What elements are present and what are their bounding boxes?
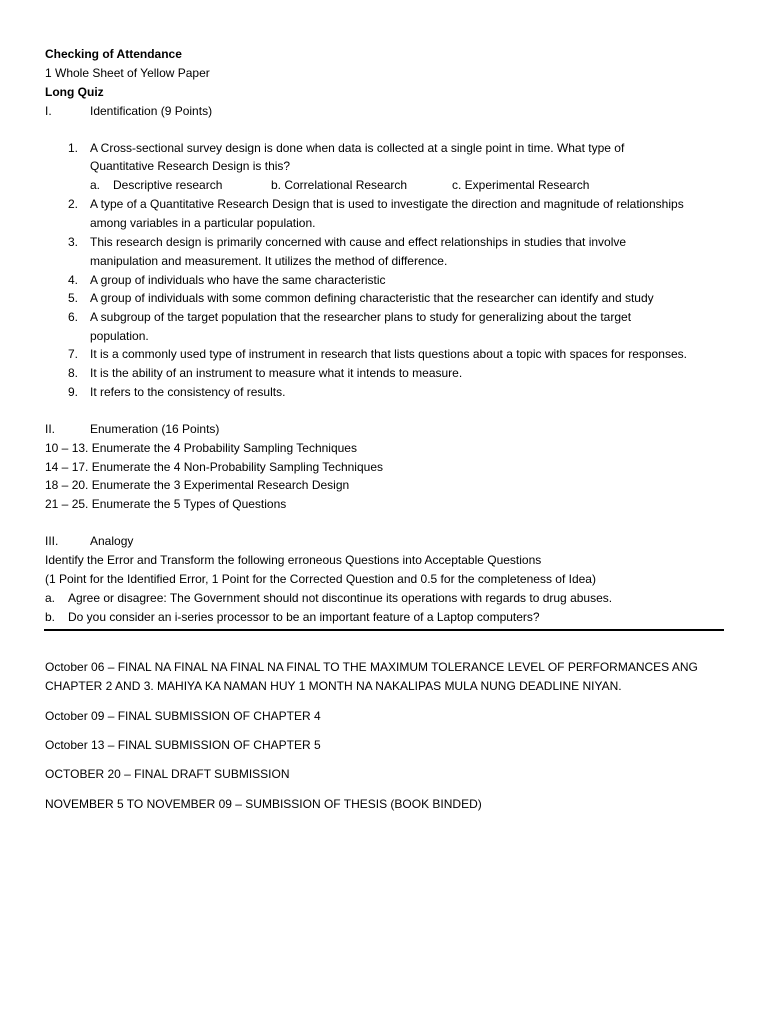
header-attendance: Checking of Attendance bbox=[45, 47, 182, 61]
analogy-item-a-text: Agree or disagree: The Government should not discontinue its operations with regards to drug abuses. bbox=[68, 591, 613, 605]
schedule-item-line: NOVEMBER 5 TO NOVEMBER 09 – SUMBISSION OF THESIS (BOOK BINDED) bbox=[45, 797, 482, 811]
item-8-number: 8. bbox=[68, 366, 79, 380]
item-6-line-1: A subgroup of the target population that the researcher plans to study for generalizing about the target bbox=[90, 310, 632, 324]
item-3-line-2: manipulation and measurement. It utilizes the method of difference. bbox=[90, 254, 448, 268]
item-3-number: 3. bbox=[68, 235, 79, 249]
item-5-line-1: A group of individuals with some common defining characteristic that the researcher can identify and study bbox=[90, 291, 654, 305]
section-3-title: Analogy bbox=[90, 534, 134, 548]
item-6-line-2: population. bbox=[90, 329, 149, 343]
section-2-title: Enumeration (16 Points) bbox=[90, 422, 220, 436]
header-paper: 1 Whole Sheet of Yellow Paper bbox=[45, 66, 210, 80]
item-5-number: 5. bbox=[68, 291, 79, 305]
schedule-item-line: October 13 – FINAL SUBMISSION OF CHAPTER 5 bbox=[45, 738, 321, 752]
item-6-number: 6. bbox=[68, 310, 79, 324]
schedule-item-line: CHAPTER 2 AND 3. MAHIYA KA NAMAN HUY 1 MONTH NA NAKALIPAS MULA NUNG DEADLINE NIYAN. bbox=[45, 679, 622, 693]
choice-a-text: Descriptive research bbox=[113, 178, 223, 192]
section-1-numeral: I. bbox=[45, 104, 52, 118]
choice-b: b. Correlational Research bbox=[271, 178, 408, 192]
item-8-line-1: It is the ability of an instrument to measure what it intends to measure. bbox=[90, 366, 463, 380]
section-3-points: (1 Point for the Identified Error, 1 Point for the Corrected Question and 0.5 for the completeness of Idea) bbox=[45, 572, 596, 586]
enumeration-item: 10 – 13. Enumerate the 4 Probability Sampling Techniques bbox=[45, 441, 357, 455]
analogy-item-a-letter: a. bbox=[45, 591, 56, 605]
schedule-item-line: October 06 – FINAL NA FINAL NA FINAL NA FINAL TO THE MAXIMUM TOLERANCE LEVEL OF PERFORMANCES ANG bbox=[45, 660, 698, 674]
item-7-number: 7. bbox=[68, 347, 79, 361]
item-9-number: 9. bbox=[68, 385, 79, 399]
item-2-number: 2. bbox=[68, 197, 79, 211]
item-1-line-2: Quantitative Research Design is this? bbox=[90, 159, 291, 173]
analogy-item-b-text: Do you consider an i-series processor to be an important feature of a Laptop computers? bbox=[68, 610, 540, 624]
schedule-item-line: October 09 – FINAL SUBMISSION OF CHAPTER 4 bbox=[45, 709, 321, 723]
item-7-line-1: It is a commonly used type of instrument in research that lists questions about a topic with spaces for responses. bbox=[90, 347, 687, 361]
section-3-instruction: Identify the Error and Transform the following erroneous Questions into Acceptable Questions bbox=[45, 553, 542, 567]
header-long-quiz: Long Quiz bbox=[45, 85, 104, 99]
section-divider bbox=[44, 629, 724, 631]
enumeration-item: 21 – 25. Enumerate the 5 Types of Questions bbox=[45, 497, 287, 511]
item-4-line-1: A group of individuals who have the same characteristic bbox=[90, 273, 386, 287]
item-1-line-1: A Cross-sectional survey design is done when data is collected at a single point in time. What type of bbox=[90, 141, 625, 155]
enumeration-item: 14 – 17. Enumerate the 4 Non-Probability Sampling Techniques bbox=[45, 460, 383, 474]
item-2-line-2: among variables in a particular population. bbox=[90, 216, 316, 230]
item-1-number: 1. bbox=[68, 141, 79, 155]
section-1-title: Identification (9 Points) bbox=[90, 104, 213, 118]
choice-a-letter: a. bbox=[90, 178, 101, 192]
choice-c: c. Experimental Research bbox=[452, 178, 590, 192]
enumeration-item: 18 – 20. Enumerate the 3 Experimental Research Design bbox=[45, 478, 350, 492]
analogy-item-b-letter: b. bbox=[45, 610, 56, 624]
section-2-numeral: II. bbox=[45, 422, 56, 436]
item-9-line-1: It refers to the consistency of results. bbox=[90, 385, 286, 399]
schedule-item-line: OCTOBER 20 – FINAL DRAFT SUBMISSION bbox=[45, 767, 290, 781]
item-3-line-1: This research design is primarily concerned with cause and effect relationships in studies that involve bbox=[90, 235, 627, 249]
item-2-line-1: A type of a Quantitative Research Design that is used to investigate the direction and magnitude of relationships bbox=[90, 197, 684, 211]
item-4-number: 4. bbox=[68, 273, 79, 287]
section-3-numeral: III. bbox=[45, 534, 59, 548]
